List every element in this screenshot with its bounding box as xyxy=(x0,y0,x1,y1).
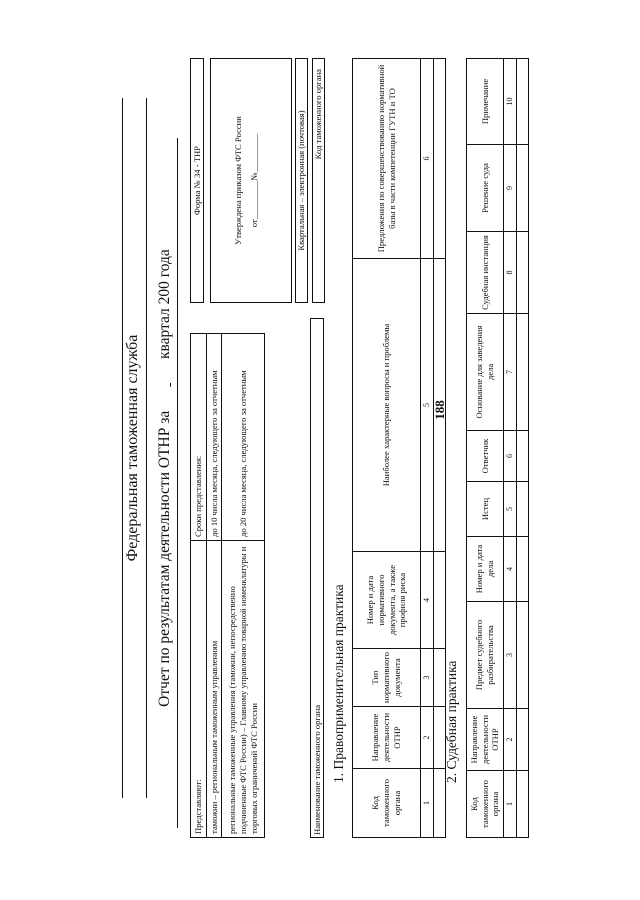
s1-num: 5 xyxy=(421,259,434,552)
s2-col-subject: Предмет судебного разбирательства xyxy=(467,602,504,709)
s1-num: 1 xyxy=(421,769,434,838)
s2-empty-cell xyxy=(517,482,529,537)
report-title xyxy=(156,128,174,828)
s2-num: 2 xyxy=(504,709,517,771)
submitters-row-who: таможни – региональным таможенным управлениям xyxy=(206,541,222,838)
s2-empty-cell xyxy=(517,431,529,482)
s2-num: 4 xyxy=(504,537,517,602)
customs-name-label: Наименование таможенного органа xyxy=(312,704,322,835)
s1-num: 2 xyxy=(421,707,434,769)
section1-title: 1. Правоприменительная практика xyxy=(331,584,346,783)
s1-num: 3 xyxy=(421,649,434,707)
s2-empty-cell xyxy=(517,232,529,314)
rotated-form-page xyxy=(122,58,522,838)
customs-code-box xyxy=(312,58,325,303)
submitters-row-who: региональные таможенные управления (таможни, непосредственно подчиненные ФТС России) – Главному управлению товарной номенклатуры и торговых ограничений ФТС России xyxy=(222,541,265,838)
agency-rule-bottom xyxy=(146,98,147,798)
s1-col-direction: Направление деятельности ОТНР xyxy=(353,707,421,769)
s2-num: 3 xyxy=(504,602,517,709)
page-number: 188 xyxy=(431,400,447,420)
s2-col-grounds: Основание для заведения дела xyxy=(467,314,504,431)
approval-box xyxy=(210,58,292,303)
submitters-table xyxy=(190,333,265,838)
s2-num: 10 xyxy=(504,59,517,145)
s2-num: 5 xyxy=(504,482,517,537)
frequency: Квартальная – электронная (почтовая) xyxy=(296,110,306,251)
agency-title xyxy=(124,98,144,798)
submitters-row-when: до 10 числа месяца, следующего за отчетным xyxy=(206,334,222,541)
s2-num: 7 xyxy=(504,314,517,431)
s1-col-doc-type: Тип нормативного документа xyxy=(353,649,421,707)
s2-col-decision: Решение суда xyxy=(467,145,504,232)
s2-col-code: Код таможенного органа xyxy=(467,771,504,838)
customs-name-box xyxy=(310,318,324,838)
form-number-box xyxy=(190,58,204,303)
s1-col-doc-number: Номер и дата нормативного документа, а также профиля риска xyxy=(353,552,421,649)
s1-empty-cell xyxy=(434,59,446,259)
s2-empty-cell xyxy=(517,602,529,709)
s1-empty-cell xyxy=(431,259,447,552)
s2-empty-cell xyxy=(517,314,529,431)
approval-line2: от_________№_________ xyxy=(249,133,259,228)
s2-empty-cell xyxy=(517,537,529,602)
s2-empty-cell xyxy=(517,771,529,838)
submitters-header-when: Сроки представления: xyxy=(191,334,207,541)
s2-col-direction: Направление деятельности ОТНР xyxy=(467,709,504,771)
s2-num: 6 xyxy=(504,431,517,482)
frequency-box xyxy=(295,58,308,303)
agency-name: Федеральная таможенная служба xyxy=(124,334,141,562)
agency-rule xyxy=(122,98,123,798)
s2-num: 1 xyxy=(504,771,517,838)
s1-num: 6 xyxy=(421,59,434,259)
section2-title: 2. Судебная практика xyxy=(444,660,459,783)
s1-col-code: Код таможенного органа xyxy=(353,769,421,838)
report-period: квартал 200 года xyxy=(156,249,173,360)
submitters-row-when: до 20 числа месяца, следующего за отчетным xyxy=(222,334,265,541)
section2-table xyxy=(466,58,529,838)
form-number: Форма № 34 - ТНР xyxy=(192,146,202,215)
s2-num: 9 xyxy=(504,145,517,232)
s2-empty-cell xyxy=(517,145,529,232)
s2-col-case-number: Номер и дата дела xyxy=(467,537,504,602)
s1-num: 4 xyxy=(421,552,434,649)
submitters-header-who: Представляют: xyxy=(191,541,207,838)
s2-col-instance: Судебная инстанция xyxy=(467,232,504,314)
s2-col-note: Примечание xyxy=(467,59,504,145)
s1-empty-cell xyxy=(434,552,446,649)
title-underline xyxy=(177,138,178,828)
report-title-text: Отчет по результатам деятельности ОТНР за xyxy=(156,410,173,707)
s2-empty-cell xyxy=(517,59,529,145)
s1-col-issues: Наиболее характерные вопросы и проблемы xyxy=(353,259,421,552)
s2-col-defendant: Ответчик xyxy=(467,431,504,482)
s2-empty-cell xyxy=(517,709,529,771)
customs-code-label: Код таможенного органа xyxy=(313,69,323,160)
s2-num: 8 xyxy=(504,232,517,314)
section1-table xyxy=(352,58,446,838)
s2-col-plaintiff: Истец xyxy=(467,482,504,537)
approval-line1: Утверждена приказом ФТС России xyxy=(233,116,243,245)
s1-col-proposals: Предложения по совершенствованию нормативной базы в части компетенции ГУТН и ТО xyxy=(353,59,421,259)
